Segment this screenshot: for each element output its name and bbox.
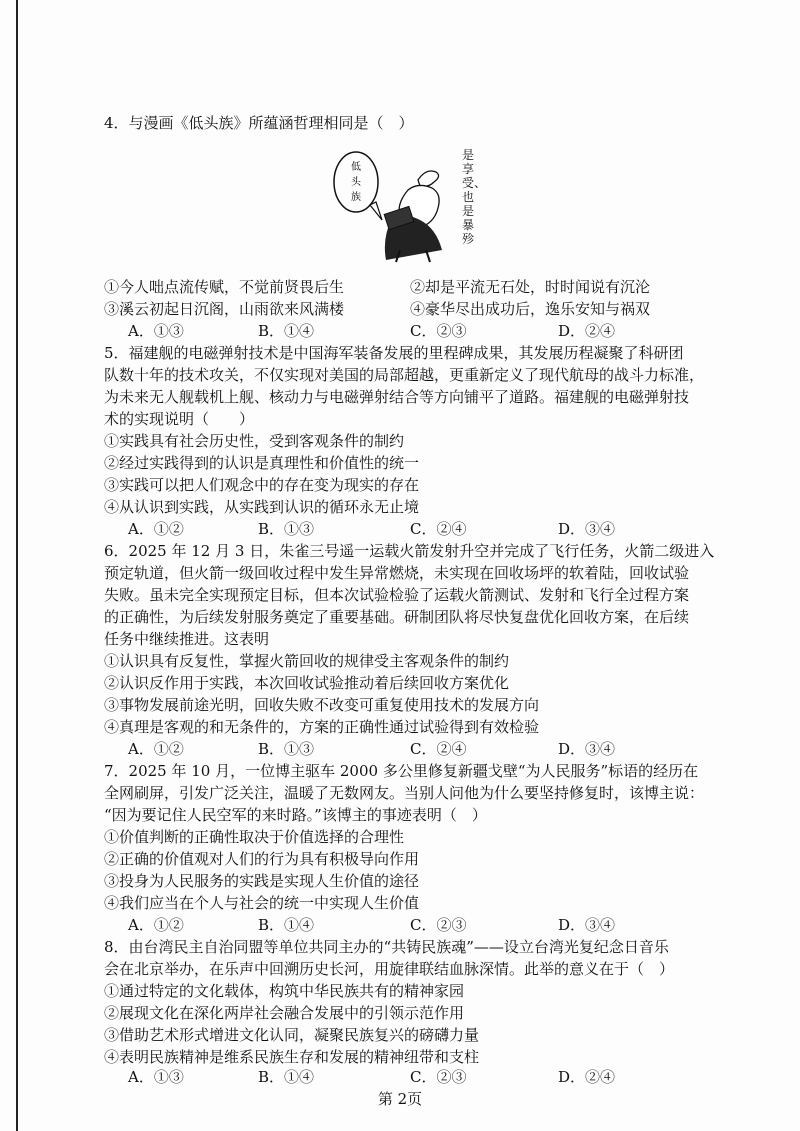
q6-choice-d[interactable]: D．③④ [558, 740, 616, 758]
q8-choice-c[interactable]: C．②③ [410, 1068, 467, 1086]
q8-stem-line: 8．由台湾民主自治同盟等单位共同主办的“共铸民族魂”——设立台湾光复纪念日音乐 [104, 938, 669, 956]
q8-choice-d[interactable]: D．②④ [558, 1068, 616, 1086]
q7-choice-b[interactable]: B．①④ [258, 916, 315, 934]
q4-item-4: ④豪华尽出成功后，逸乐安知与祸双 [410, 300, 651, 318]
q4-choice-b[interactable]: B．①④ [258, 322, 315, 340]
q8-item: ③借助艺术形式增进文化认同，凝聚民族复兴的磅礴力量 [104, 1026, 480, 1044]
q5-item: ③实践可以把人们观念中的存在变为现实的存在 [104, 476, 420, 494]
q6-stem-line: 的正确性，为后续发射服务奠定了重要基础。研制团队将尽快复盘优化回收方案，在后续 [104, 608, 690, 626]
q5-choice-d[interactable]: D．③④ [558, 520, 616, 538]
bubble-text-1: 低 [351, 162, 361, 173]
q5-choice-b[interactable]: B．①③ [258, 520, 315, 538]
q6-item: ③事物发展前途光明，回收失败不改变可重复使用技术的发展方向 [104, 696, 540, 714]
q4-item-2: ②却是平流无石处，时时闻说有沉沦 [410, 278, 651, 296]
bubble-text-3: 族 [351, 192, 361, 203]
q6-choice-b[interactable]: B．①③ [258, 740, 315, 758]
q7-stem-line: “因为要记住人民空军的来时路。”该博主的事迹表明（ ） [104, 806, 487, 824]
q7-choice-c[interactable]: C．②③ [410, 916, 467, 934]
q7-choice-d[interactable]: D．③④ [558, 916, 616, 934]
q6-stem-line: 任务中继续推进。这表明 [104, 630, 270, 648]
q6-item: ④真理是客观的和无条件的，方案的正确性通过试验得到有效检验 [104, 718, 540, 736]
q4-choice-d[interactable]: D．②④ [558, 322, 616, 340]
q7-stem-line: 全网刷屏，引发广泛关注，温暖了无数网友。当别人问他为什么要坚持修复时，该博主说： [104, 784, 705, 802]
q7-item: ①价值判断的正确性取决于价值选择的合理性 [104, 828, 405, 846]
cartoon-caption: 是享受、也是暴殄 [462, 148, 487, 246]
q8-stem-line: 会在北京举办，在乐声中回溯历史长河，用旋律联结血脉深情。此举的意义在于（ ） [104, 960, 675, 978]
q5-choice-c[interactable]: C．②④ [410, 520, 467, 538]
q6-item: ①认识具有反复性，掌握火箭回收的规律受主客观条件的制约 [104, 652, 510, 670]
q5-choice-a[interactable]: A．①② [128, 520, 184, 538]
q5-item: ④从认识到实践，从实践到认识的循环永无止境 [104, 498, 420, 516]
q4-item-3: ③溪云初起日沉阁，山雨欲来风满楼 [104, 300, 345, 318]
q5-stem-line: 5．福建舰的电磁弹射技术是中国海军装备发展的里程碑成果，其发展历程凝聚了科研团 [104, 344, 684, 362]
q6-item: ②认识反作用于实践，本次回收试验推动着后续回收方案优化 [104, 674, 510, 692]
q4-item-1: ①今人咄点流传赋，不觉前贤畏后生 [104, 278, 345, 296]
bubble-text-2: 头 [351, 177, 361, 188]
q8-item: ①通过特定的文化载体，构筑中华民族共有的精神家园 [104, 982, 465, 1000]
q6-choice-c[interactable]: C．②④ [410, 740, 467, 758]
page-number: 第 2页 [377, 1090, 423, 1108]
q5-item: ②经过实践得到的认识是真理性和价值性的统一 [104, 454, 420, 472]
q8-choice-a[interactable]: A．①③ [128, 1068, 184, 1086]
q8-item: ②展现文化在深化两岸社会融合发展中的引领示范作用 [104, 1004, 465, 1022]
q6-stem-line: 6．2025 年 12 月 3 日，朱雀三号遥一运载火箭发射升空并完成了飞行任务，火箭二级进入 [104, 542, 715, 560]
q4-stem: 4．与漫画《低头族》所蕴涵哲理相同是（ ） [104, 114, 414, 132]
q8-choice-b[interactable]: B．①④ [258, 1068, 315, 1086]
q7-choice-a[interactable]: A．①② [128, 916, 184, 934]
q7-item: ②正确的价值观对人们的行为具有积极导向作用 [104, 850, 420, 868]
q5-stem-line: 队数十年的技术攻关，不仅实现对美国的局部超越，更重新定义了现代航母的战斗力标准， [104, 366, 705, 384]
q5-stem-line: 为未来无人舰载机上舰、核动力与电磁弹射结合等方向铺平了道路。福建舰的电磁弹射技 [104, 388, 690, 406]
q7-item: ③投身为人民服务的实践是实现人生价值的途径 [104, 872, 420, 890]
q6-choice-a[interactable]: A．①② [128, 740, 184, 758]
q6-stem-line: 失败。虽未完全实现预定目标，但本次试验检验了运载火箭测试、发射和飞行全过程方案 [104, 586, 690, 604]
q5-stem-line: 术的实现说明（ ） [104, 410, 255, 428]
q8-item: ④表明民族精神是维系民族生存和发展的精神纽带和支柱 [104, 1048, 480, 1066]
scan-edge [16, 0, 18, 1131]
q6-stem-line: 预定轨道，但火箭一级回收过程中发生异常燃烧，未实现在回收场坪的软着陆，回收试验 [104, 564, 690, 582]
q4-choice-c[interactable]: C．②③ [410, 322, 467, 340]
q4-choice-a[interactable]: A．①③ [128, 322, 184, 340]
q7-item: ④我们应当在个人与社会的统一中实现人生价值 [104, 894, 420, 912]
q5-item: ①实践具有社会历史性，受到客观条件的制约 [104, 432, 405, 450]
q7-stem-line: 7．2025 年 10 月，一位博主驱车 2000 多公里修复新疆戈壁“为人民服务”标语的经历在 [104, 762, 699, 780]
